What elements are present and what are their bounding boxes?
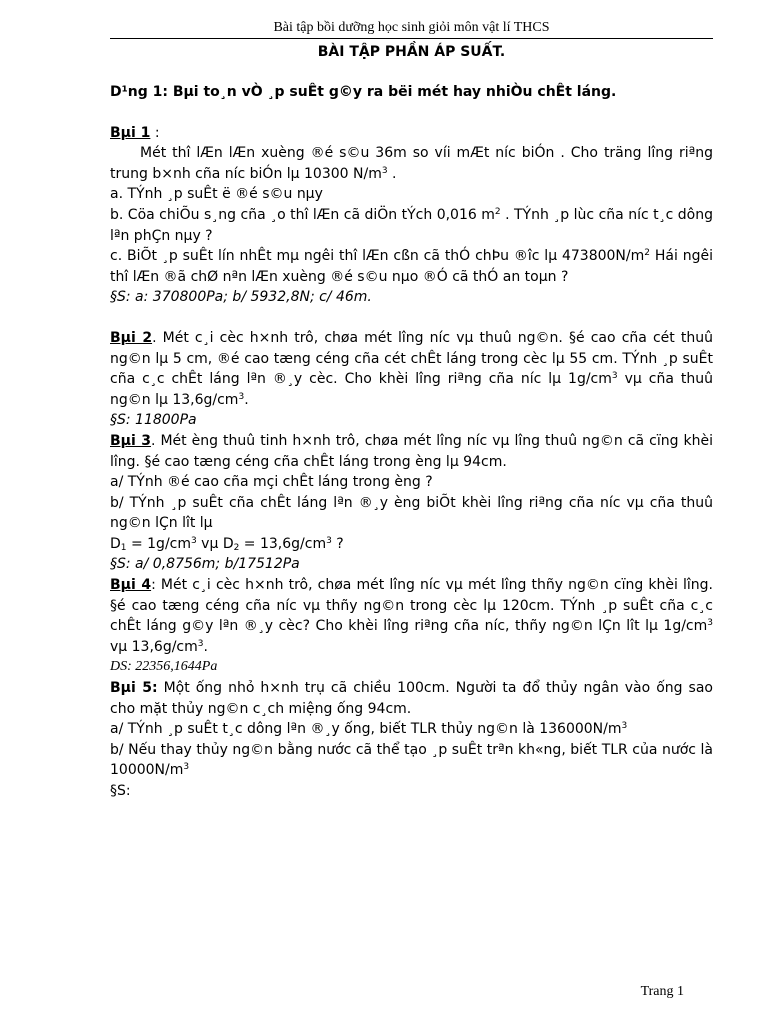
page-header: Bài tập bồi dưỡng học sinh giỏi môn vật lí THCS bbox=[110, 20, 713, 39]
section-heading: D¹ng 1: Bµi to¸n vÒ ¸p suÊt g©y ra bëi mét hay nhiÒu chÊt láng. bbox=[110, 84, 617, 100]
problem-4-text: Bµi 4: Mét c¸i cèc h×nh trô, chøa mét lîng níc vµ mét lîng thñy ng©n cïng khèi lîng. §é cao tæng céng cña níc vµ thñy ng©n trong cèc lµ 120cm. TÝnh ¸p suÊt cña c¸c chÊt láng g©y lªn ®¸y cèc? Cho khèi lîng riªng cña níc, thñy ng©n lÇn lît lµ $1g/cm^3$ vµ $13,6g/cm^3$. bbox=[110, 577, 713, 655]
page-number: Trang 1 bbox=[640, 984, 684, 999]
problem-1-part-c: c. BiÕt ¸p suÊt lín nhÊt mµ ngêi thî lÆn cßn cã thÓ chÞu ®îc lµ $473800N/m^2$ Hái ngêi thî lÆn ®ã chØ nªn lÆn xuèng ®é s©u nµo ®Ó cã thÓ an toµn ? bbox=[110, 248, 713, 285]
problem-1-part-a: a. TÝnh ¸p suÊt ë ®é s©u nµy bbox=[110, 186, 323, 203]
problem-label: Bµi 1 bbox=[110, 124, 151, 141]
problem-5-answer: §S: bbox=[110, 783, 131, 799]
problem-2-answer: §S: 11800Pa bbox=[110, 412, 197, 429]
problem-3-text: Bµi 3. Mét èng thuû tinh h×nh trô, chøa mét lîng níc vµ lîng thuû ng©n cã cïng khèi lîng. §é cao tæng céng cña chÊt láng trong èng lµ 94cm. bbox=[110, 432, 713, 470]
problem-1-intro: Mét thî lÆn lÆn xuèng ®é s©u 36m so víi mÆt níc biÓn . Cho träng lîng riªng trung b×nh cña níc biÓn lµ 10300 $N/m^3$ . bbox=[110, 145, 713, 182]
problem-1-part-b: b. Cöa chiÕu s¸ng cña ¸o thî lÆn cã diÖn tÝch 0,016 $m^2$ . TÝnh ¸p lùc cña níc t¸c dông lªn phÇn nµy ? bbox=[110, 206, 713, 244]
problem-3-part-b: b/ TÝnh ¸p suÊt cña chÊt láng lªn ®¸y èng biÕt khèi lîng riªng cña níc vµ cña thuû ng©n lÇn lît lµ bbox=[110, 494, 713, 532]
problem-label: Bµi 5: bbox=[110, 680, 158, 697]
document-body bbox=[110, 82, 713, 802]
problem-3-densities: $D_1 = 1g/cm^3$ vµ $D_2 = 13,6g/cm^3$ ? bbox=[110, 535, 344, 553]
problem-3-part-a: a/ TÝnh ®é cao cña mçi chÊt láng trong èng ? bbox=[110, 474, 433, 491]
problem-label: Bµi 3 bbox=[110, 432, 151, 449]
problem-5-text: Bµi 5: Một ống nhỏ h×nh trụ cã chiều 100cm. Người ta đổ thủy ngân vào ống sao cho mặt thủy ng©n c¸ch miệng ống 94cm. bbox=[110, 680, 713, 717]
problem-4-answer: DS: 22356,1644Pa bbox=[110, 659, 218, 675]
document-title: BÀI TẬP PHẦN ÁP SUẤT. bbox=[317, 44, 506, 60]
problem-3-answer: §S: a/ 0,8756m; b/17512Pa bbox=[110, 556, 300, 573]
problem-label: Bµi 4 bbox=[110, 577, 152, 594]
problem-1-answer: §S: a: 370800Pa; b/ 5932,8N; c/ 46m. bbox=[110, 289, 372, 306]
problem-label: Bµi 2 bbox=[110, 329, 153, 346]
problem-5-part-b: b/ Nếu thay thủy ng©n bằng nước cã thể tạo ¸p suÊt trªn kh«ng, biết TLR của nước là $10000N/m^3$ bbox=[110, 741, 713, 779]
problem-2-text: Bµi 2. Mét c¸i cèc h×nh trô, chøa mét lîng níc vµ thuû ng©n. §é cao cña cét thuû ng©n lµ 5 cm, ®é cao tæng céng cña cét chÊt láng trong cèc lµ 55 cm. TÝnh ¸p suÊt cña c¸c chÊt láng lªn ®¸y cèc. Cho khèi lîng riªng cña níc lµ $1g/cm^3$ vµ cña thuû ng©n lµ $13,6g/cm^3$. bbox=[110, 329, 713, 408]
problem-5-part-a: a/ TÝnh ¸p suÊt t¸c dông lªn ®¸y ống, biết TLR thủy ng©n là $136000N/m^3$ bbox=[110, 721, 628, 738]
problem-1-heading: Bµi 1 : bbox=[110, 124, 160, 141]
